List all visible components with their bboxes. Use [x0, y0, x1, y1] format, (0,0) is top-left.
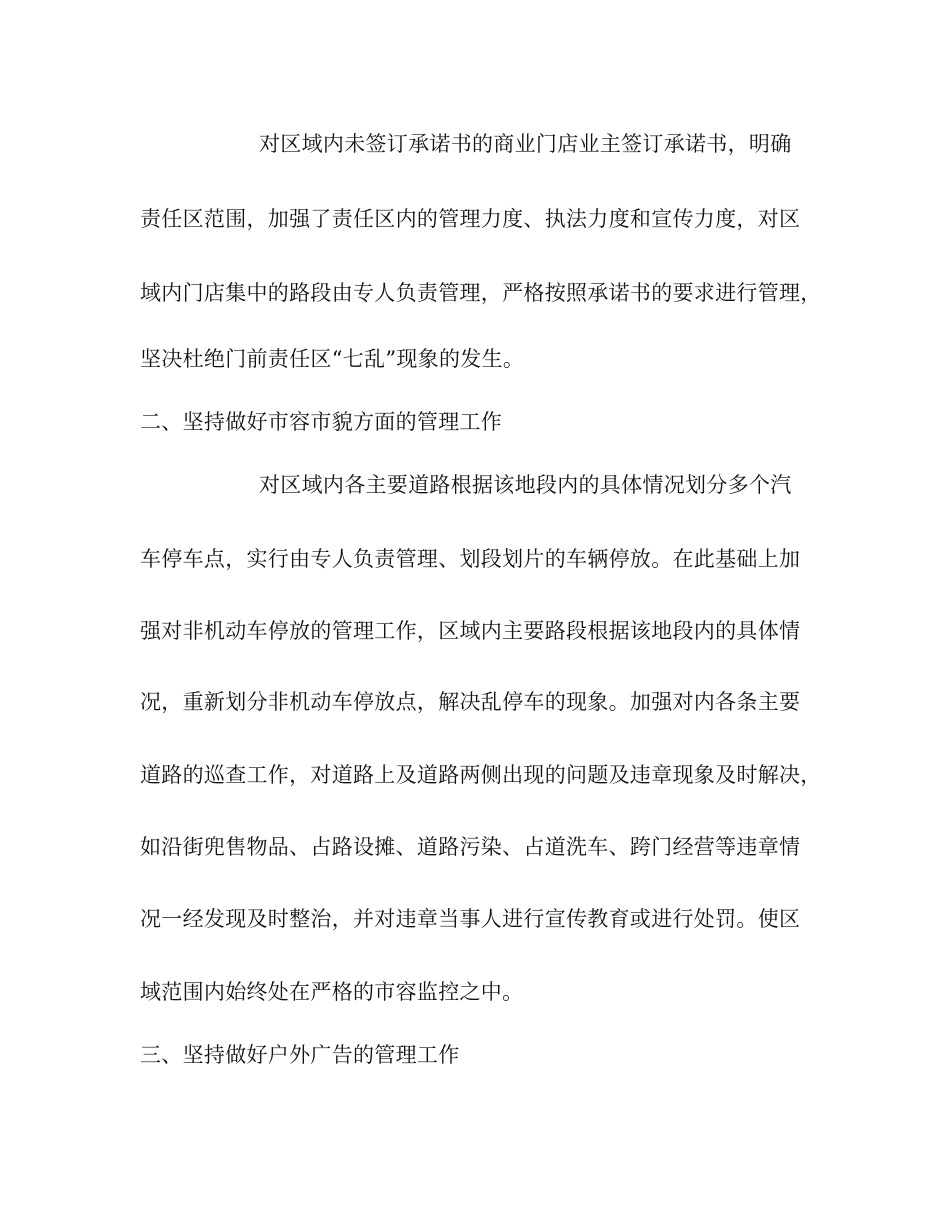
section-heading: 二、坚持做好市容市貌方面的管理工作	[140, 410, 503, 434]
paragraph-line: 如沿街兜售物品、占路设摊、道路污染、占道洗车、跨门经营等违章情	[140, 835, 801, 859]
paragraph-line: 域范围内始终处在严格的市容监控之中。	[140, 980, 524, 1004]
paragraph-line: 坚决杜绝门前责任区“七乱”现象的发生。	[140, 347, 525, 371]
paragraph-line: 对区域内未签订承诺书的商业门店业主签订承诺书，明确	[259, 132, 792, 156]
paragraph-line: 责任区范围，加强了责任区内的管理力度、执法力度和宣传力度，对区	[140, 207, 801, 231]
paragraph-line: 强对非机动车停放的管理工作，区域内主要路段根据该地段内的具体情	[140, 619, 801, 643]
paragraph-line: 域内门店集中的路段由专人负责管理，严格按照承诺书的要求进行管理，	[140, 281, 822, 305]
paragraph-line: 对区域内各主要道路根据该地段内的具体情况划分多个汽	[259, 473, 792, 497]
paragraph-line: 况，重新划分非机动车停放点，解决乱停车的现象。加强对内各条主要	[140, 690, 801, 714]
paragraph-line: 车停车点，实行由专人负责管理、划段划片的车辆停放。在此基础上加	[140, 547, 801, 571]
section-heading: 三、坚持做好户外广告的管理工作	[140, 1043, 460, 1067]
paragraph-line: 况一经发现及时整治，并对违章当事人进行宣传教育或进行处罚。使区	[140, 907, 801, 931]
paragraph-line: 道路的巡查工作，对道路上及道路两侧出现的问题及违章现象及时解决，	[140, 763, 822, 787]
